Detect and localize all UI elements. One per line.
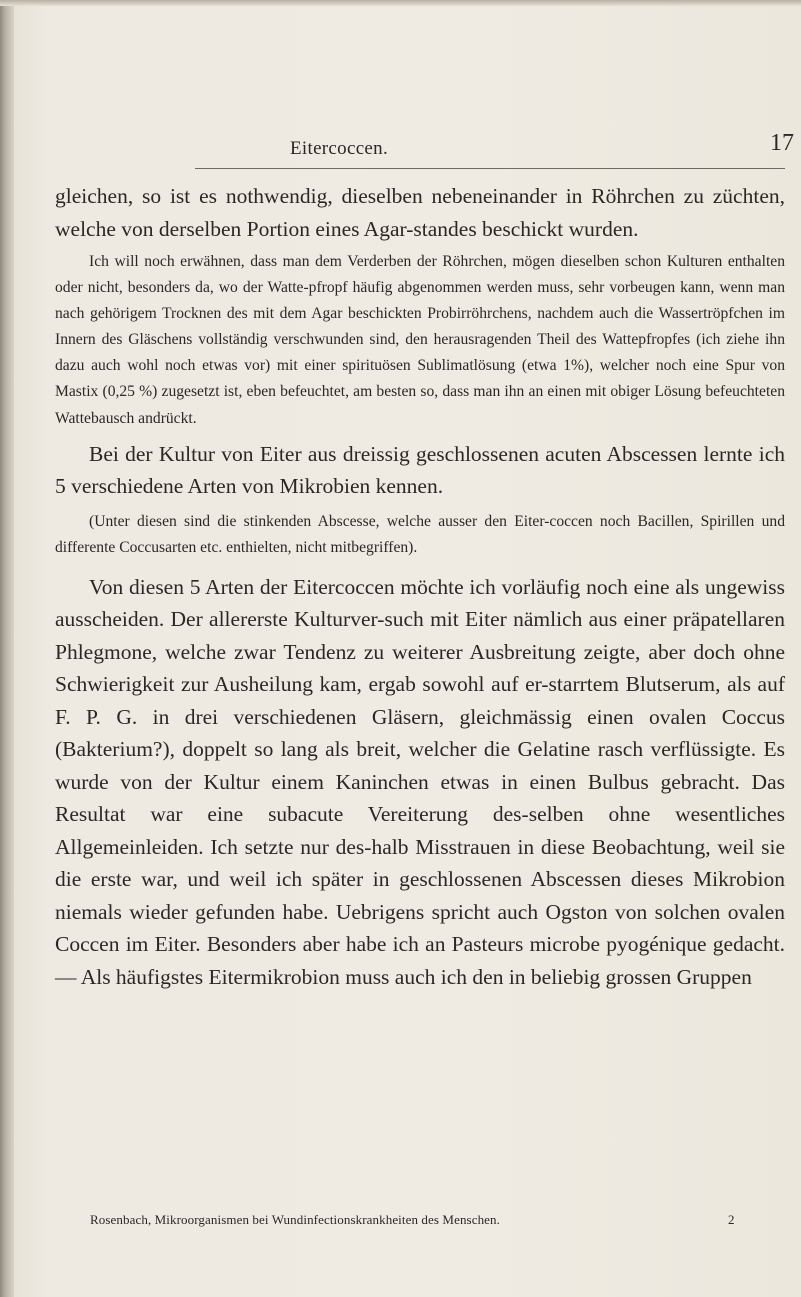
- paragraph-note-cotton-plug: Ich will noch erwähnen, dass man dem Verderben der Röhrchen, mögen dieselben schon Kulturen enthalten oder nicht, besonders da, wo der Watte-pfropf häufig abgenommen werden muss, sehr vorbeugen kann, wenn man nach gehörigem Trocknen des mit dem Agar beschickten Probirröhrchens, nachdem auch die Wassertröpfchen im Innern des Gläschens vollständig verschwunden sind, den herausragenden Theil des Wattepfropfes (ich ziehe ihn dazu auch wohl noch etwas vor) mit einer spirituösen Sublimatlösung (etwa 1%), welcher noch eine Spur von Mastix (0,25 %) zugesetzt ist, eben befeuchtet, am besten so, dass man ihn an einen mit obiger Lösung befeuchteten Wattebausch andrückt.: [55, 253, 785, 427]
- paragraph-oval-coccus: Von diesen 5 Arten der Eitercoccen möchte ich vorläufig noch eine als ungewiss ausscheiden. Der allererste Kulturver-such mit Eiter nämlich aus einer präpatellaren Phlegmone, welche zwar Tendenz zu weiterer Ausbreitung zeigte, aber doch ohne Schwierigkeit zur Ausheilung kam, ergab sowohl auf er-starrtem Blutserum, als auf F. P. G. in drei verschiedenen Gläsern, gleichmässig einen ovalen Coccus (Bakterium?), doppelt so lang als breit, welcher die Gelatine rasch verflüssigte. Es wurde von der Kultur einem Kaninchen etwas in einen Bulbus gebracht. Das Resultat war eine subacute Vereiterung des-selben ohne wesentliches Allgemeinleiden. Ich setzte nur des-halb Misstrauen in diese Beobachtung, weil sie die erste war, und weil ich später in geschlossenen Abscessen dieses Mikrobion niemals wieder gefunden habe. Uebrigens spricht auch Ogston von solchen ovalen Coccen im Eiter. Besonders aber habe ich an Pasteurs microbe pyogénique gedacht. — Als häufigstes Eitermikrobion muss auch ich den in beliebig grossen Gruppen: [55, 574, 785, 989]
- paragraph-continuation: gleichen, so ist es nothwendig, dieselben nebeneinander in Röhrchen zu züchten, welche von derselben Portion eines Agar-standes beschickt wurden.: [55, 184, 785, 241]
- signature-line: Rosenbach, Mikroorganismen bei Wundinfectionskrankheiten des Menschen.: [90, 1212, 500, 1227]
- header-rule: [195, 168, 785, 169]
- book-spine-shadow: [0, 0, 14, 1297]
- page-number: 17: [770, 130, 794, 156]
- top-edge-shadow: [0, 0, 801, 6]
- paragraph-five-species: Bei der Kultur von Eiter aus dreissig geschlossenen acuten Abscessen lernte ich 5 verschiedene Arten von Mikrobien kennen.: [55, 441, 785, 499]
- body-text: [55, 180, 785, 993]
- running-title: Eitercoccen.: [290, 138, 389, 159]
- sheet-signature: 2: [728, 1212, 735, 1227]
- paragraph-note-exclusions: (Unter diesen sind die stinkenden Abscesse, welche ausser den Eiter-coccen noch Bacillen, Spirillen und differente Coccusarten etc. enthielten, nicht mitbegriffen).: [55, 512, 785, 556]
